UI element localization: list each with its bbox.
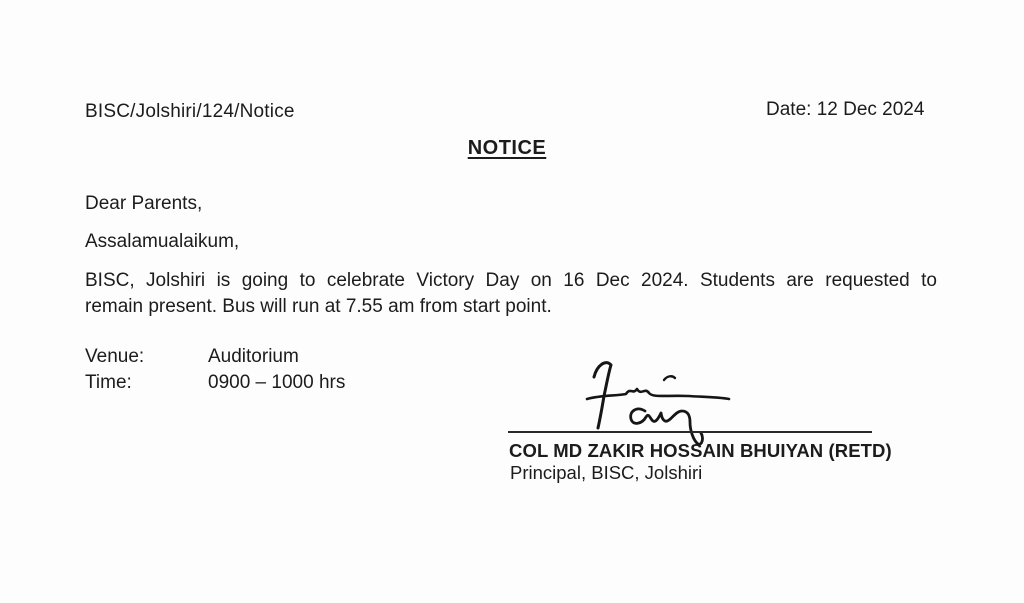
signatory-name: COL MD ZAKIR HOSSAIN BHUIYAN (RETD) [509,440,892,461]
document-date: Date: 12 Dec 2024 [766,99,925,120]
venue-value: Auditorium [208,346,299,367]
time-value: 0900 – 1000 hrs [208,372,346,393]
event-details [85,344,345,396]
body-paragraph [85,268,937,320]
venue-label: Venue: [85,346,145,367]
reference-number: BISC/Jolshiri/124/Notice [85,101,295,122]
time-row [85,370,345,396]
signature-image [576,349,741,449]
signature-rule [508,431,872,433]
page-title: NOTICE [467,137,547,159]
body-line-1: BISC, Jolshiri is going to celebrate Victory Day on 16 Dec 2024. Students are requested to [85,270,937,291]
time-label: Time: [85,372,132,393]
venue-row [85,344,345,370]
body-line-2: remain present. Bus will run at 7.55 am from start point. [85,296,552,317]
greeting: Assalamualaikum, [85,231,240,252]
signatory-designation: Principal, BISC, Jolshiri [510,462,703,483]
salutation: Dear Parents, [85,193,203,214]
